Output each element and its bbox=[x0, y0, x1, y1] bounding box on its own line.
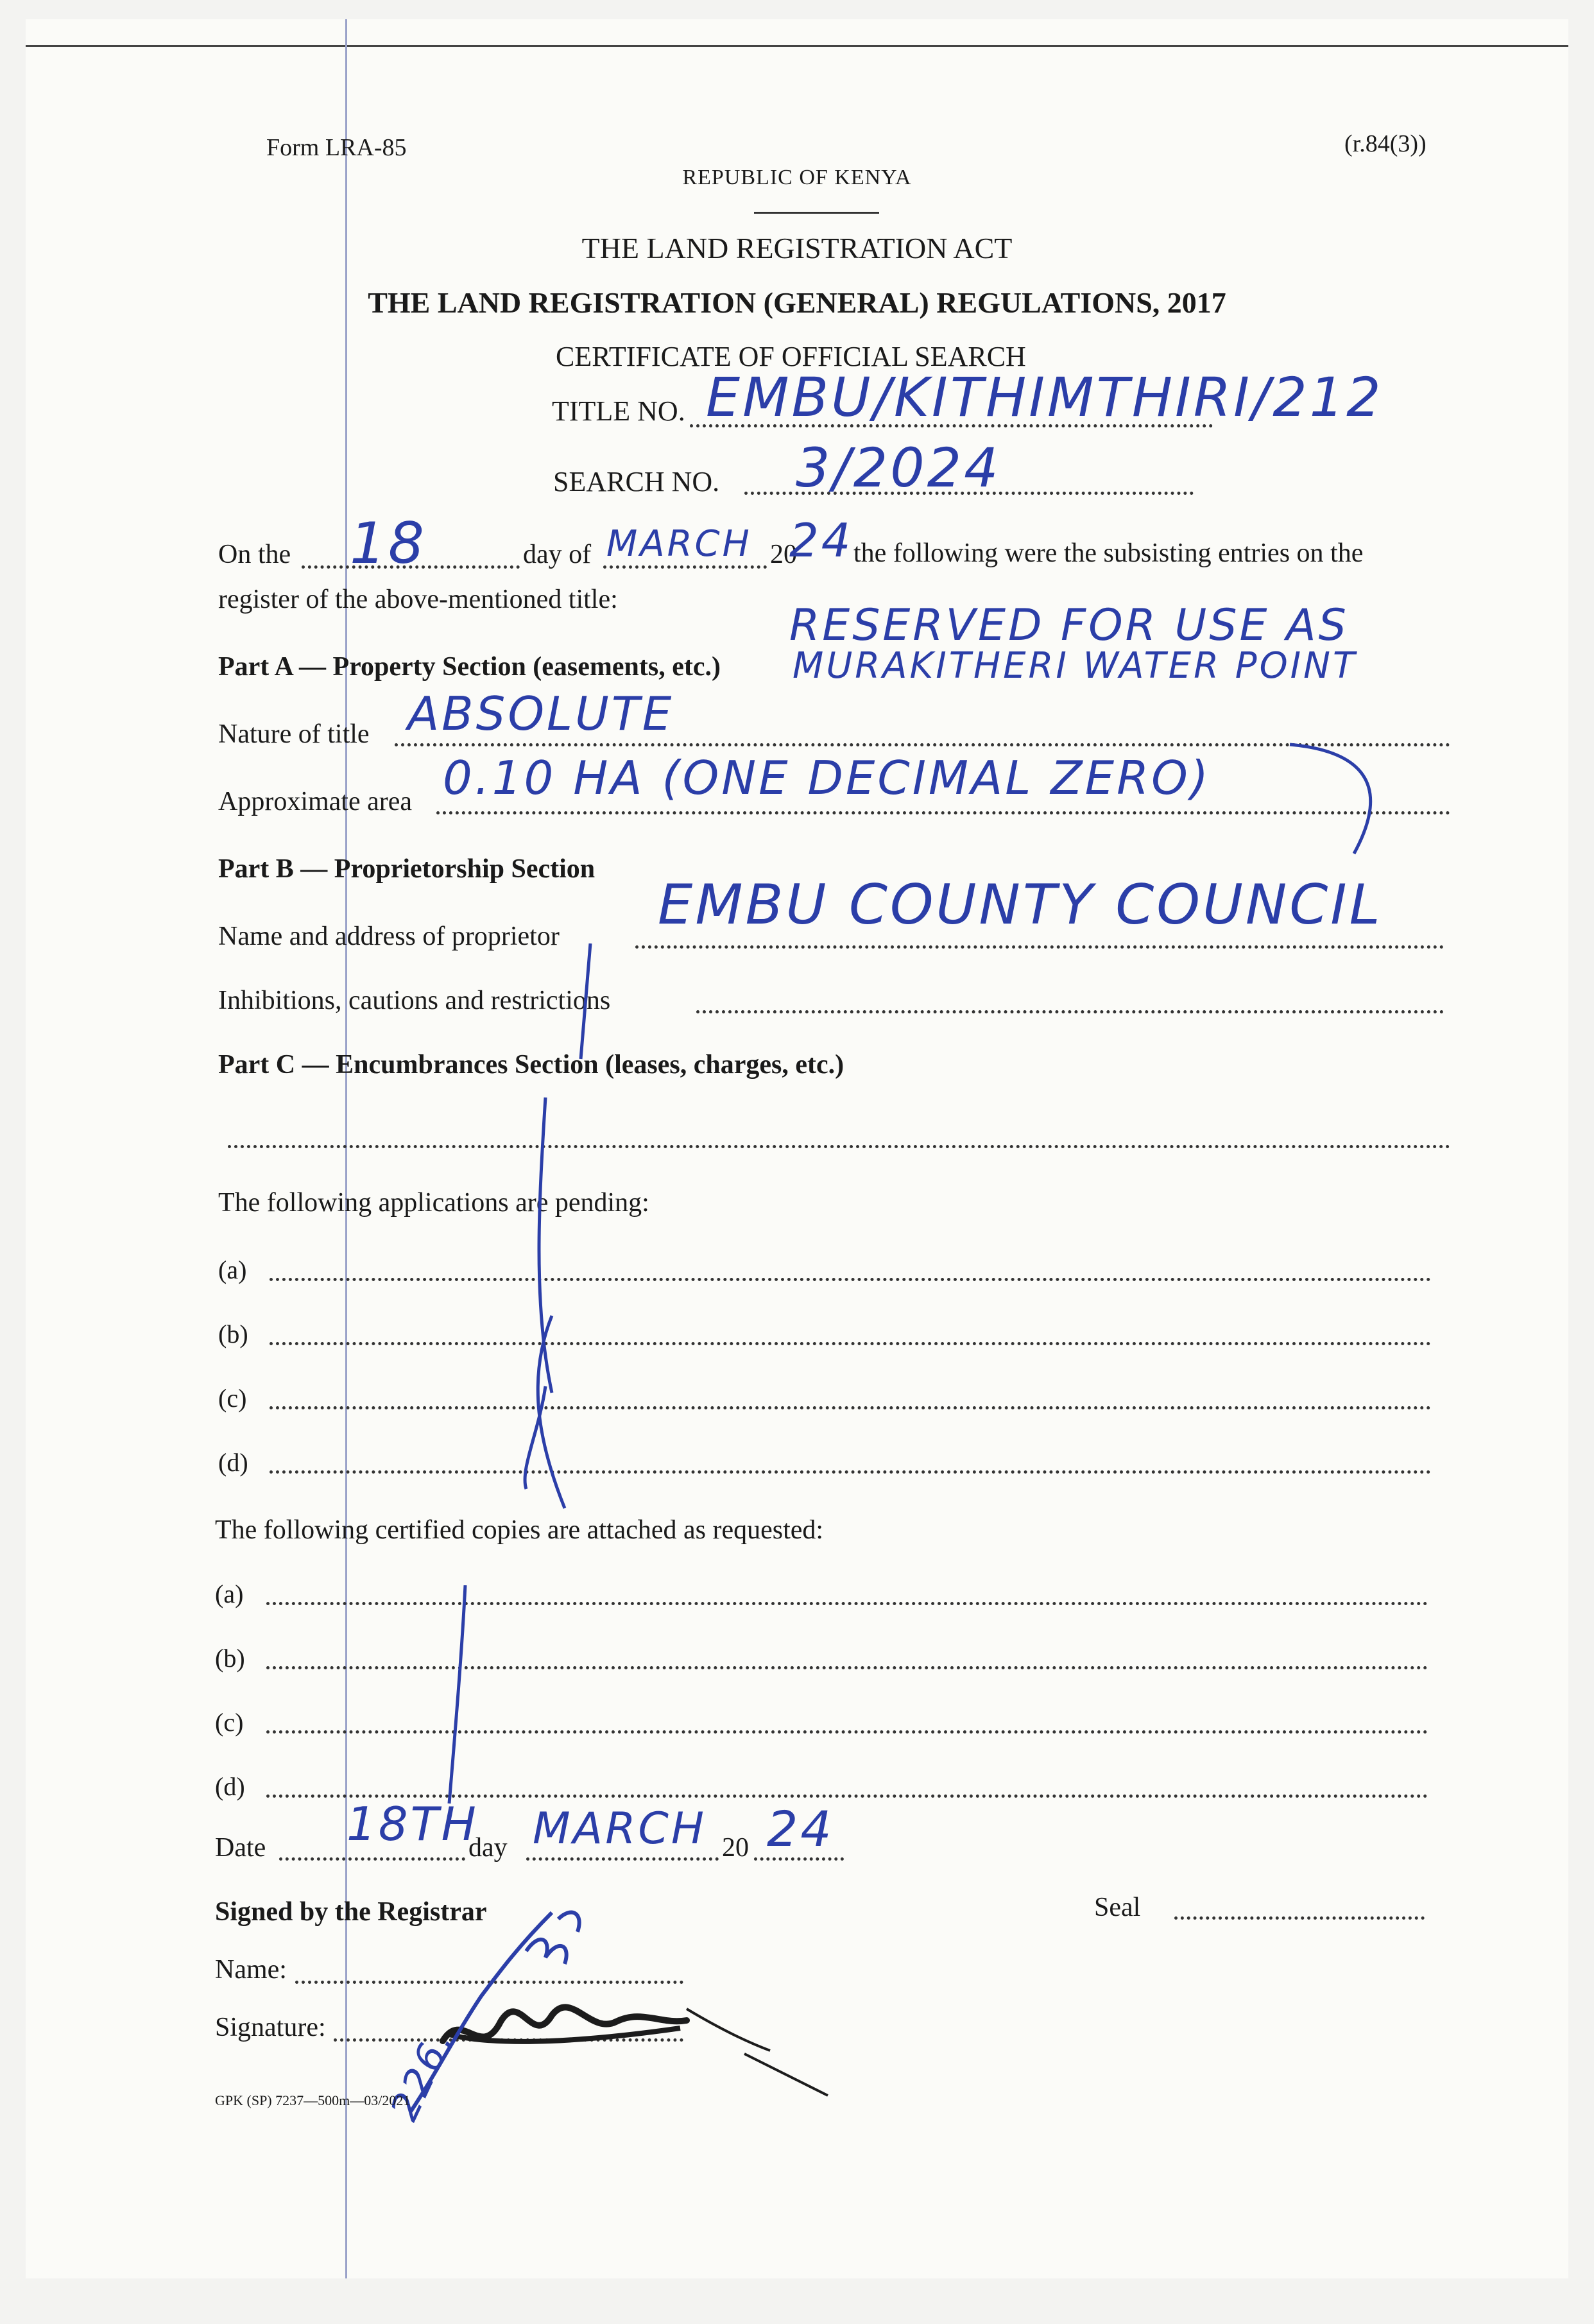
following-text: the following were the subsisting entries on the bbox=[853, 538, 1364, 568]
pending-heading: The following applications are pending: bbox=[218, 1188, 649, 1218]
name-label: Name: bbox=[215, 1955, 287, 1984]
pending-item-a: (a) bbox=[218, 1255, 247, 1284]
form-number: Form LRA-85 bbox=[266, 134, 407, 161]
rule-reference: (r.84(3)) bbox=[1344, 130, 1427, 157]
scan-fold-line bbox=[345, 19, 347, 2278]
document-page bbox=[26, 19, 1568, 2278]
year-prefix: 20 bbox=[770, 540, 797, 569]
strike-through-ink bbox=[501, 943, 616, 1726]
date-day-value: 18TH bbox=[347, 1797, 479, 1851]
copies-item-a: (a) bbox=[215, 1579, 244, 1608]
date-year-prefix: 20 bbox=[722, 1833, 749, 1863]
date-year-value: 24 bbox=[767, 1800, 834, 1857]
copies-item-c: (c) bbox=[215, 1708, 244, 1737]
header-rule bbox=[754, 212, 879, 214]
signature-label: Signature: bbox=[215, 2013, 326, 2042]
title-number-label: TITLE NO. bbox=[552, 395, 685, 427]
certificate-heading: CERTIFICATE OF OFFICIAL SEARCH bbox=[556, 341, 1026, 372]
inhibitions-label: Inhibitions, cautions and restrictions bbox=[218, 986, 611, 1015]
seal-dotline bbox=[1174, 1913, 1425, 1920]
encumbrances-dotline bbox=[228, 1141, 1450, 1148]
nature-of-title-label: Nature of title bbox=[218, 719, 370, 749]
copies-item-b: (b) bbox=[215, 1644, 245, 1673]
easement-value-line1: RESERVED FOR USE AS bbox=[789, 600, 1349, 651]
pending-a-dotline bbox=[270, 1274, 1431, 1281]
seal-label: Seal bbox=[1094, 1893, 1141, 1922]
date-day-dotline bbox=[279, 1854, 465, 1861]
print-code: GPK (SP) 7237—500m—03/2021 bbox=[215, 2092, 411, 2108]
pending-c-dotline bbox=[270, 1402, 1431, 1409]
day-value: 18 bbox=[350, 510, 427, 576]
scan-edge-line bbox=[26, 45, 1568, 47]
month-value: MARCH bbox=[606, 523, 752, 565]
part-b-heading: Part B — Proprietorship Section bbox=[218, 854, 596, 884]
day-of-label: day of bbox=[523, 540, 592, 569]
proprietor-label: Name and address of proprietor bbox=[218, 922, 560, 951]
act-heading: THE LAND REGISTRATION ACT bbox=[581, 232, 1013, 264]
date-label: Date bbox=[215, 1833, 266, 1863]
pending-item-d: (d) bbox=[218, 1448, 248, 1477]
approximate-area-label: Approximate area bbox=[218, 787, 413, 816]
proprietor-value: EMBU COUNTY COUNCIL bbox=[658, 873, 1383, 937]
republic-heading: REPUBLIC OF KENYA bbox=[682, 166, 912, 189]
part-c-heading: Part C — Encumbrances Section (leases, charges, etc.) bbox=[218, 1050, 844, 1080]
approximate-area-value: 0.10 HA (ONE DECIMAL ZERO) bbox=[443, 751, 1211, 805]
inhibitions-dotline bbox=[696, 1006, 1444, 1013]
pending-d-dotline bbox=[270, 1467, 1431, 1474]
search-number-label: SEARCH NO. bbox=[553, 466, 720, 497]
pending-b-dotline bbox=[270, 1338, 1431, 1345]
year-value: 24 bbox=[789, 513, 853, 567]
date-month-value: MARCH bbox=[533, 1803, 707, 1854]
date-day-word: day bbox=[468, 1833, 508, 1863]
regulations-heading: THE LAND REGISTRATION (GENERAL) REGULATIONS, 2017 bbox=[368, 286, 1226, 319]
pending-item-c: (c) bbox=[218, 1384, 247, 1413]
part-a-heading: Part A — Property Section (easements, etc.) bbox=[218, 652, 721, 682]
stamp-number-value: 226. bbox=[382, 2021, 463, 2128]
easement-value-line2: MURAKITHERI WATER POINT bbox=[793, 645, 1358, 687]
date-month-dotline bbox=[526, 1854, 719, 1861]
register-text: register of the above-mentioned title: bbox=[218, 585, 618, 614]
signed-by-label: Signed by the Registrar bbox=[215, 1897, 487, 1927]
copies-item-d: (d) bbox=[215, 1772, 245, 1801]
nature-of-title-value: ABSOLUTE bbox=[407, 687, 674, 741]
pending-item-b: (b) bbox=[218, 1320, 248, 1348]
copies-strike-ink bbox=[436, 1585, 475, 1810]
proprietor-dotline bbox=[635, 942, 1444, 949]
copies-heading: The following certified copies are attached as requested: bbox=[215, 1515, 824, 1545]
on-the-label: On the bbox=[218, 540, 291, 569]
search-number-value: 3/2024 bbox=[796, 436, 1001, 499]
title-number-value: EMBU/KITHIMTHIRI/212 bbox=[706, 366, 1384, 429]
area-bracket-ink bbox=[1283, 732, 1399, 860]
